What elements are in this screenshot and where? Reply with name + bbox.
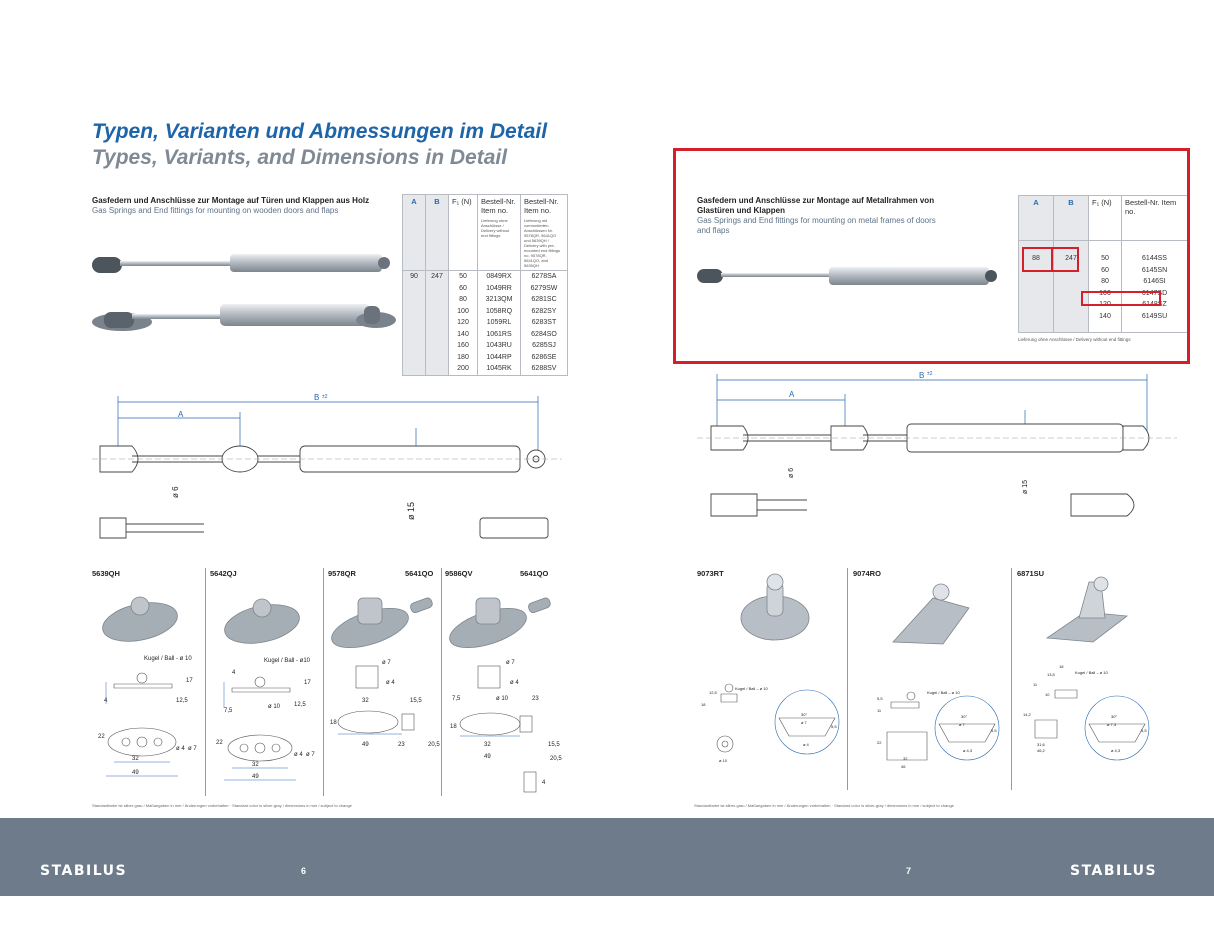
right-page [607, 0, 1214, 818]
dim-tube-diameter: ø 15 [1022, 479, 1029, 494]
dim-label: 5,5 [877, 696, 883, 701]
table-cell-item: 1059RL [478, 317, 521, 329]
ball-label-2: Kugel / Ball - ø10 [264, 658, 311, 664]
left-product-table [402, 194, 568, 376]
dim-label: 23 [398, 742, 405, 748]
table-cell-item: 0849RX [478, 271, 521, 283]
table-cell-item-fitted: 6281SC [521, 294, 568, 306]
dim-label: 49 [362, 742, 369, 748]
dim-label: ø 10 [719, 758, 728, 763]
table-cell-force: 160 [449, 340, 478, 352]
dim-label: 4 [542, 780, 546, 786]
table-cell-b: 247 [1054, 241, 1089, 333]
table-cell-item: 6147SD [1122, 288, 1188, 300]
dim-tube-diameter: ø 15 [406, 501, 416, 520]
part-number-5639QH: 5639QH [92, 569, 120, 578]
part-number-5641QO-second: 5641QO [520, 569, 549, 578]
left-footnote: Standardfarbe ist silber-grau / Maßangaben in mm / Änderungen vorbehalten · Standard color is silver-gray / dimensions in mm / subject to change [92, 803, 352, 808]
table-cell-item: 1061RS [478, 329, 521, 341]
table-header-item-no [478, 195, 521, 271]
table-cell-force: 100 [1089, 288, 1122, 300]
table-cell-item-fitted: 6286SE [521, 352, 568, 364]
table-cell-item-fitted: 6283ST [521, 317, 568, 329]
dim-a-label: A [789, 390, 795, 399]
dim-label: 18 [701, 702, 706, 707]
dim-label: 46 [901, 764, 906, 769]
table-cell-force: 60 [1089, 265, 1122, 277]
dim-label: ø 4 [510, 680, 519, 686]
table-cell-item: 3213QM [478, 294, 521, 306]
dim-label: 12,5 [709, 690, 717, 695]
dim-label: 4 [232, 670, 236, 676]
dim-label: 20,5 [550, 756, 562, 762]
left-page [0, 0, 607, 818]
dim-label: 12,5 [294, 702, 306, 708]
footer-band [0, 818, 1214, 896]
table-cell-a: 88 [1019, 241, 1054, 333]
dim-b-tolerance: ±2 [322, 394, 328, 400]
table-cell-a: 90 [403, 271, 426, 376]
dim-label: 32 [252, 762, 259, 768]
left-fitting-photos [92, 584, 572, 654]
table-header-item-no-label: Bestell-Nr. Item no. [481, 197, 516, 215]
dim-label: ø 7 [382, 660, 391, 666]
table-cell-item-fitted: 6288SV [521, 363, 568, 375]
table-cell-item: 1049RR [478, 283, 521, 295]
table-header-b: B [1054, 196, 1089, 241]
stabilus-logo-right: STABILUS [1070, 863, 1158, 879]
table-header-a: A [1019, 196, 1054, 241]
table-note-with-fittings: Lieferung mit vormontierten Anschlüssen Nr. 9578QR, 5641QO und 5639QH / Delivery with pre-mounted end fittings no. 9578QR, 5641QO, and 5639QH [524, 218, 561, 268]
table-cell-item-fitted: 6284SO [521, 329, 568, 341]
ball-label-3: Kugel / Ball – ø 10 [1075, 670, 1108, 675]
dim-label: ø 4 [386, 680, 395, 686]
table-cell-force: 200 [449, 363, 478, 375]
dim-label: 22 [877, 740, 882, 745]
dim-label: 14,2 [1023, 712, 1031, 717]
dim-label: 18 [1059, 664, 1064, 669]
dim-label: 30° [961, 714, 968, 719]
part-number-9074RO: 9074RO [853, 569, 881, 578]
dim-label: 23 [532, 696, 539, 702]
right-section-title-en: Gas Springs and End fittings for mounting on metal frames of doors and flaps [697, 216, 936, 235]
table-cell-item: 6148SZ [1122, 299, 1188, 311]
ball-label: Kugel / Ball – ø 10 [735, 686, 768, 691]
dim-label: 32 [132, 756, 139, 762]
fitting-5641QO-photo [409, 597, 433, 614]
table-cell-item-fitted: 6278SA [521, 271, 568, 283]
table-cell-force: 50 [449, 271, 478, 283]
table-cell-item: 6149SU [1122, 311, 1188, 333]
table-note-without-fittings: Lieferung ohne Anschlüsse / Delivery without end fittings [481, 218, 510, 238]
fitting-9074RO-photo [893, 598, 969, 644]
dim-label: 15,5 [410, 698, 422, 704]
dim-label: ø 4,3 [963, 748, 973, 753]
part-number-5642QJ: 5642QJ [210, 569, 237, 578]
dim-b-label: B [919, 371, 925, 380]
dim-label: 10 [1045, 692, 1050, 697]
highlight-row-100 [1081, 291, 1161, 306]
table-cell-b: 247 [426, 271, 449, 376]
dim-label: ø 10 [496, 696, 509, 702]
table-cell-force: 140 [1089, 311, 1122, 333]
table-cell-item: 1058RQ [478, 306, 521, 318]
dim-label: 32 [903, 756, 908, 761]
dim-label: 17 [186, 678, 193, 684]
left-technical-drawing [92, 388, 562, 558]
dim-label: 5,5 [991, 728, 997, 733]
ball-label: Kugel / Ball - ø 10 [144, 656, 192, 662]
dim-label: 17 [304, 680, 311, 686]
left-gas-spring-illustration [92, 240, 397, 350]
dim-label: 5,5 [1141, 728, 1147, 733]
dim-label: ø 4 [803, 742, 809, 747]
dim-label: ø 7 [959, 722, 965, 727]
table-header-item-no: Bestell-Nr. Item no. [1122, 196, 1188, 241]
dim-label: 30° [1111, 714, 1118, 719]
dim-label: 11 [1033, 682, 1038, 687]
dim-label: 5,5 [831, 724, 837, 729]
left-fitting-drawings [92, 652, 572, 798]
dim-label: 46,2 [1037, 748, 1045, 753]
dim-label: ø 4 [294, 752, 303, 758]
part-number-5641QO: 5641QO [405, 569, 434, 578]
dim-a-label: A [178, 410, 184, 419]
dim-label: ø 4,3 [1111, 748, 1121, 753]
dim-label: ø 7,3 [1107, 722, 1117, 727]
page-number-right: 7 [906, 866, 912, 876]
left-section-title-en: Gas Springs and End fittings for mounting on wooden doors and flaps [92, 206, 339, 215]
dim-label: 32 [362, 698, 369, 704]
dim-label: 13,5 [1047, 672, 1055, 677]
table-cell-force: 180 [449, 352, 478, 364]
table-row [403, 271, 568, 283]
dim-rod-diameter: ø 6 [788, 467, 795, 478]
dim-label: ø 7 [506, 660, 515, 666]
highlight-frame [673, 148, 1190, 364]
dim-label: 49 [252, 774, 259, 780]
gas-spring-with-fittings [92, 304, 396, 331]
dim-label: ø 10 [268, 704, 281, 710]
dim-b-tolerance: ±2 [927, 371, 933, 377]
table-cell-item: 6144SS [1122, 241, 1188, 265]
dim-label: ø 4 [176, 746, 185, 752]
table-cell-force: 80 [449, 294, 478, 306]
page-number-left: 6 [301, 866, 307, 876]
table-header-item-no-fitted-label: Bestell-Nr. Item no. [524, 197, 559, 215]
page-title-english: Types, Variants, and Dimensions in Detail [92, 146, 508, 169]
table-cell-item: 1044RP [478, 352, 521, 364]
table-cell-force: 80 [1089, 276, 1122, 288]
stabilus-logo-left: STABILUS [40, 863, 128, 879]
highlight-ab-divider [1051, 247, 1053, 272]
right-footnote: Standardfarbe ist silber-grau / Maßangaben in mm / Änderungen vorbehalten · Standard color is silver-gray / dimensions in mm / subject to change [694, 803, 954, 808]
right-table-note: Lieferung ohne Anschlüsse / Delivery without end fittings [1018, 337, 1131, 342]
dim-label: 22 [216, 740, 223, 746]
table-cell-force: 120 [1089, 299, 1122, 311]
table-cell-item: 1043RU [478, 340, 521, 352]
dim-label: 7,5 [224, 708, 233, 714]
part-number-9586QV: 9586QV [445, 569, 473, 578]
left-section-title-de: Gasfedern und Anschlüsse zur Montage auf Türen und Klappen aus Holz [92, 196, 370, 205]
table-header-b: B [426, 195, 449, 271]
dim-label: 32 [484, 742, 491, 748]
dim-label: 12,5 [176, 698, 188, 704]
left-section-heading [92, 196, 392, 216]
table-cell-force: 140 [449, 329, 478, 341]
dim-label: 31,6 [1037, 742, 1045, 747]
table-header-a: A [403, 195, 426, 271]
dim-label: 7,5 [452, 696, 461, 702]
table-cell-force: 100 [449, 306, 478, 318]
gas-spring-plain [92, 254, 390, 273]
dim-label: 18 [330, 720, 337, 726]
right-technical-drawing [697, 366, 1177, 546]
part-number-9073RT: 9073RT [697, 569, 724, 578]
table-header-force: F₁ (N) [1089, 196, 1122, 241]
table-cell-force: 60 [449, 283, 478, 295]
right-fitting-photos [697, 572, 1177, 652]
table-cell-item-fitted: 6282SY [521, 306, 568, 318]
dim-label: 49 [484, 754, 491, 760]
dim-label: ø 7 [801, 720, 807, 725]
table-cell-force: 120 [449, 317, 478, 329]
part-number-6871SU: 6871SU [1017, 569, 1045, 578]
dim-label: 11 [877, 708, 882, 713]
dim-label: ø 7 [188, 746, 197, 752]
table-cell-item: 6145SN [1122, 265, 1188, 277]
dim-label: 49 [132, 770, 139, 776]
table-cell-item: 1045RK [478, 363, 521, 375]
part-number-9578QR: 9578QR [328, 569, 356, 578]
dim-label: 4 [104, 698, 108, 704]
table-header-force: F₁ (N) [449, 195, 478, 271]
dim-label: ø 7 [306, 752, 315, 758]
dim-label: 18 [450, 724, 457, 730]
dim-rod-diameter: ø 6 [171, 486, 180, 498]
dim-label: 20,5 [428, 742, 440, 748]
table-cell-force: 50 [1089, 241, 1122, 265]
ball-label-2: Kugel / Ball – ø 10 [927, 690, 960, 695]
dim-label: 15,5 [548, 742, 560, 748]
table-header-item-no-fitted [521, 195, 568, 271]
dim-label: 30° [801, 712, 808, 717]
dim-b-label: B [314, 393, 320, 402]
right-fitting-drawings [697, 656, 1177, 776]
dim-label: 22 [98, 734, 105, 740]
table-cell-item-fitted: 6285SJ [521, 340, 568, 352]
page-title-german: Typen, Varianten und Abmessungen im Detail [92, 120, 548, 143]
fitting-5641QO-photo-second [527, 597, 551, 614]
right-section-title-de: Gasfedern und Anschlüsse zur Montage auf Metallrahmen von Glastüren und Klappen [697, 196, 935, 215]
table-cell-item-fitted: 6279SW [521, 283, 568, 295]
table-cell-item: 6146SI [1122, 276, 1188, 288]
